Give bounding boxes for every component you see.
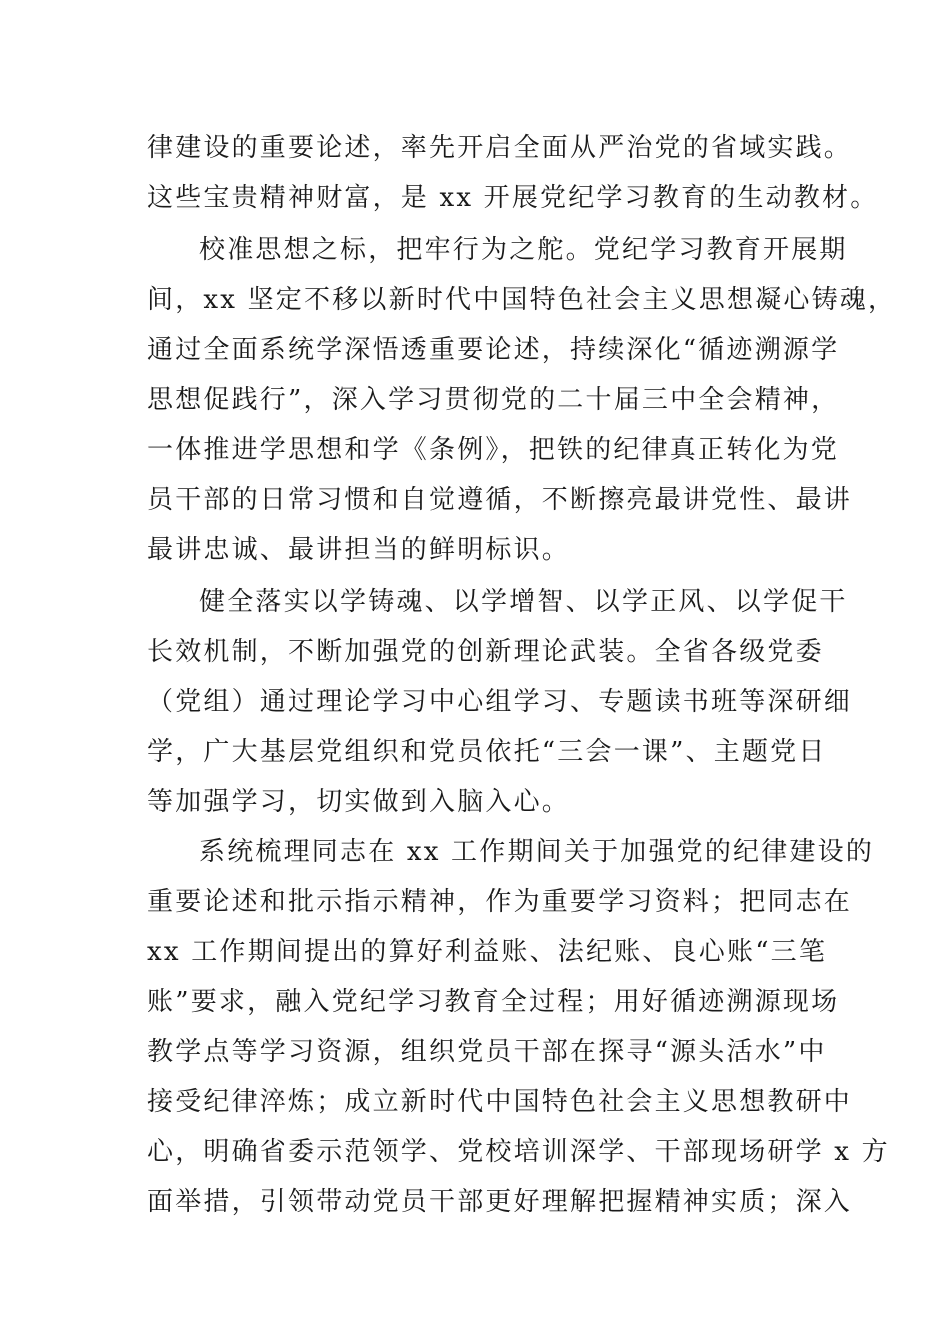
paragraph-line: 一体推进学思想和学《条例》，把铁的纪律真正转化为党	[147, 435, 840, 465]
paragraph-line: （党组）通过理论学习中心组学习、专题读书班等深研细	[147, 687, 853, 717]
paragraph-line: 最讲忠诚、最讲担当的鲜明标识。	[147, 535, 571, 565]
paragraph-line: 员干部的日常习惯和自觉遵循，不断擦亮最讲党性、最讲	[147, 485, 853, 515]
paragraph-line: 面举措，引领带动党员干部更好理解把握精神实质；深入	[147, 1187, 853, 1217]
paragraph-line: 接受纪律淬炼；成立新时代中国特色社会主义思想教研中	[147, 1087, 853, 1117]
paragraph-line: 健全落实以学铸魂、以学增智、以学正风、以学促干	[199, 587, 848, 617]
paragraph-line: 长效机制，不断加强党的创新理论武装。全省各级党委	[147, 637, 824, 667]
paragraph-line: 学，广大基层党组织和党员依托“三会一课”、主题党日	[147, 737, 827, 767]
paragraph-line: 心，明确省委示范领学、党校培训深学、干部现场研学 x 方	[147, 1137, 890, 1167]
paragraph-line: xx 工作期间提出的算好利益账、法纪账、良心账“三笔	[147, 937, 828, 967]
paragraph-line: 思想促践行”，深入学习贯彻党的二十届三中全会精神，	[147, 385, 840, 415]
paragraph-line: 律建设的重要论述，率先开启全面从严治党的省域实践。	[147, 133, 853, 163]
paragraph-line: 系统梳理同志在 xx 工作期间关于加强党的纪律建设的	[199, 837, 875, 867]
paragraph-line: 教学点等学习资源，组织党员干部在探寻“源头活水”中	[147, 1037, 827, 1067]
paragraph-line: 通过全面系统学深悟透重要论述，持续深化“循迹溯源学	[147, 335, 840, 365]
paragraph-line: 间，xx 坚定不移以新时代中国特色社会主义思想凝心铸魂，	[147, 285, 897, 315]
paragraph-line: 这些宝贵精神财富，是 xx 开展党纪学习教育的生动教材。	[147, 183, 879, 213]
paragraph-line: 重要论述和批示指示精神，作为重要学习资料；把同志在	[147, 887, 853, 917]
paragraph-line: 账”要求，融入党纪学习教育全过程；用好循迹溯源现场	[147, 987, 840, 1017]
paragraph-line: 等加强学习，切实做到入脑入心。	[147, 787, 571, 817]
paragraph-line: 校准思想之标，把牢行为之舵。党纪学习教育开展期	[199, 235, 848, 265]
